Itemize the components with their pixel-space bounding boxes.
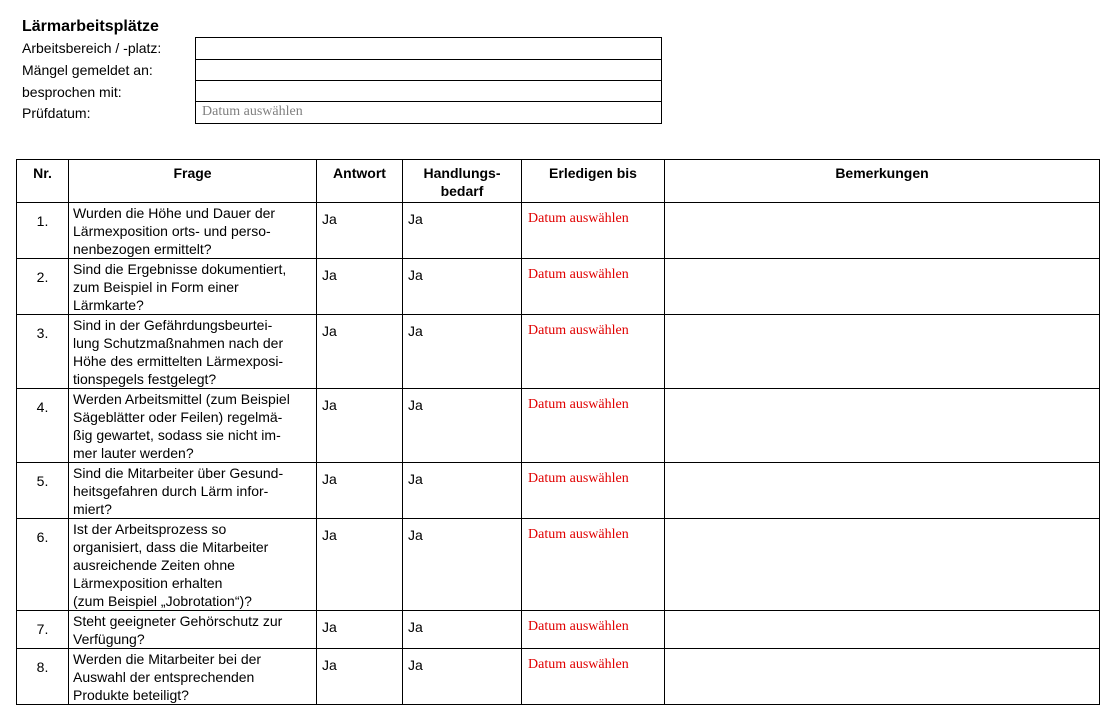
handlungsbedarf-select[interactable]: Ja bbox=[403, 259, 522, 315]
bemerkungen-field[interactable] bbox=[665, 649, 1100, 705]
antwort-select[interactable]: Ja bbox=[317, 203, 403, 259]
question-line: Produkte beteiligt? bbox=[73, 687, 189, 703]
row-number: 5. bbox=[17, 463, 69, 519]
erledigen-bis-date-picker[interactable]: Datum auswählen bbox=[522, 315, 665, 389]
handlungsbedarf-select[interactable]: Ja bbox=[403, 611, 522, 649]
arbeitsbereich-field[interactable] bbox=[195, 37, 662, 60]
erledigen-bis-date-picker[interactable]: Datum auswählen bbox=[522, 611, 665, 649]
row-number: 4. bbox=[17, 389, 69, 463]
bemerkungen-field[interactable] bbox=[665, 203, 1100, 259]
question-line: heitsgefahren durch Lärm infor- bbox=[73, 483, 269, 499]
row-number: 8. bbox=[17, 649, 69, 705]
antwort-select[interactable]: Ja bbox=[317, 315, 403, 389]
handlungsbedarf-select[interactable]: Ja bbox=[403, 519, 522, 611]
antwort-select[interactable]: Ja bbox=[317, 649, 403, 705]
label-besprochen-mit: besprochen mit: bbox=[22, 84, 122, 100]
label-maengel-gemeldet: Mängel gemeldet an: bbox=[22, 62, 153, 78]
table-row bbox=[17, 259, 1100, 315]
question-line: Auswahl der entsprechenden bbox=[73, 669, 255, 685]
question-text bbox=[69, 389, 317, 463]
erledigen-bis-date-picker[interactable]: Datum auswählen bbox=[522, 203, 665, 259]
header-handlungsbedarf-line1: Handlungs- bbox=[423, 165, 501, 181]
bemerkungen-field[interactable] bbox=[665, 463, 1100, 519]
table-row bbox=[17, 315, 1100, 389]
maengel-gemeldet-field[interactable] bbox=[195, 59, 662, 81]
table-row bbox=[17, 611, 1100, 649]
table-row bbox=[17, 389, 1100, 463]
row-number: 6. bbox=[17, 519, 69, 611]
handlungsbedarf-select[interactable]: Ja bbox=[403, 389, 522, 463]
question-line: Verfügung? bbox=[73, 631, 145, 647]
checklist-table bbox=[16, 159, 1100, 705]
question-line: organisiert, dass die Mitarbeiter bbox=[73, 539, 269, 555]
question-line: mer lauter werden? bbox=[73, 445, 194, 461]
question-line: nenbezogen ermittelt? bbox=[73, 241, 212, 257]
question-line: ßig gewartet, sodass sie nicht im- bbox=[73, 427, 281, 443]
question-line: Lärmexposition orts- und perso- bbox=[73, 223, 271, 239]
handlungsbedarf-select[interactable]: Ja bbox=[403, 315, 522, 389]
question-text bbox=[69, 649, 317, 705]
bemerkungen-field[interactable] bbox=[665, 315, 1100, 389]
pruefdatum-date-picker[interactable] bbox=[195, 101, 662, 124]
bemerkungen-field[interactable] bbox=[665, 259, 1100, 315]
header-bemerkungen: Bemerkungen bbox=[665, 160, 1100, 203]
question-line: Werden die Mitarbeiter bei der bbox=[73, 651, 262, 667]
question-line: Lärmkarte? bbox=[73, 297, 144, 313]
pruefdatum-placeholder: Datum auswählen bbox=[202, 104, 303, 119]
header-handlungsbedarf-line2: bedarf bbox=[440, 183, 484, 199]
erledigen-bis-date-picker[interactable]: Datum auswählen bbox=[522, 519, 665, 611]
question-line: Sägeblätter oder Feilen) regelmä- bbox=[73, 409, 283, 425]
question-text bbox=[69, 315, 317, 389]
question-line: Sind die Mitarbeiter über Gesund- bbox=[73, 465, 284, 481]
table-header-row bbox=[17, 160, 1100, 203]
antwort-select[interactable]: Ja bbox=[317, 259, 403, 315]
row-number: 3. bbox=[17, 315, 69, 389]
question-line: Wurden die Höhe und Dauer der bbox=[73, 205, 276, 221]
header-frage: Frage bbox=[69, 160, 317, 203]
table-body bbox=[17, 203, 1100, 705]
header-erledigen-bis: Erledigen bis bbox=[522, 160, 665, 203]
question-text bbox=[69, 519, 317, 611]
row-number: 7. bbox=[17, 611, 69, 649]
question-text bbox=[69, 259, 317, 315]
question-line: Steht geeigneter Gehörschutz zur bbox=[73, 613, 283, 629]
question-line: Werden Arbeitsmittel (zum Beispiel bbox=[73, 391, 290, 407]
question-line: zum Beispiel in Form einer bbox=[73, 279, 239, 295]
question-line: ausreichende Zeiten ohne bbox=[73, 557, 235, 573]
bemerkungen-field[interactable] bbox=[665, 611, 1100, 649]
header-nr: Nr. bbox=[17, 160, 69, 203]
antwort-select[interactable]: Ja bbox=[317, 519, 403, 611]
bemerkungen-field[interactable] bbox=[665, 519, 1100, 611]
question-text bbox=[69, 203, 317, 259]
besprochen-mit-field[interactable] bbox=[195, 80, 662, 102]
label-arbeitsbereich: Arbeitsbereich / -platz: bbox=[22, 40, 162, 56]
question-line: miert? bbox=[73, 501, 112, 517]
table-row bbox=[17, 519, 1100, 611]
handlungsbedarf-select[interactable]: Ja bbox=[403, 463, 522, 519]
question-line: (zum Beispiel „Jobrotation“)? bbox=[73, 593, 252, 609]
question-line: Sind die Ergebnisse dokumentiert, bbox=[73, 261, 287, 277]
header-antwort: Antwort bbox=[317, 160, 403, 203]
question-text bbox=[69, 463, 317, 519]
bemerkungen-field[interactable] bbox=[665, 389, 1100, 463]
table-row bbox=[17, 463, 1100, 519]
antwort-select[interactable]: Ja bbox=[317, 463, 403, 519]
row-number: 2. bbox=[17, 259, 69, 315]
erledigen-bis-date-picker[interactable]: Datum auswählen bbox=[522, 649, 665, 705]
question-line: Höhe des ermittelten Lärmexposi- bbox=[73, 353, 284, 369]
question-text bbox=[69, 611, 317, 649]
question-line: lung Schutzmaßnahmen nach der bbox=[73, 335, 284, 351]
handlungsbedarf-select[interactable]: Ja bbox=[403, 203, 522, 259]
question-line: tionspegels festgelegt? bbox=[73, 371, 217, 387]
question-line: Lärmexposition erhalten bbox=[73, 575, 223, 591]
erledigen-bis-date-picker[interactable]: Datum auswählen bbox=[522, 259, 665, 315]
question-line: Sind in der Gefährdungsbeurtei- bbox=[73, 317, 273, 333]
table-row bbox=[17, 203, 1100, 259]
erledigen-bis-date-picker[interactable]: Datum auswählen bbox=[522, 389, 665, 463]
header-handlungsbedarf bbox=[403, 160, 522, 203]
table-row bbox=[17, 649, 1100, 705]
row-number: 1. bbox=[17, 203, 69, 259]
erledigen-bis-date-picker[interactable]: Datum auswählen bbox=[522, 463, 665, 519]
antwort-select[interactable]: Ja bbox=[317, 389, 403, 463]
handlungsbedarf-select[interactable]: Ja bbox=[403, 649, 522, 705]
question-line: Ist der Arbeitsprozess so bbox=[73, 521, 227, 537]
antwort-select[interactable]: Ja bbox=[317, 611, 403, 649]
document-title: Lärmarbeitsplätze bbox=[22, 18, 159, 35]
label-pruefdatum: Prüfdatum: bbox=[22, 105, 91, 121]
